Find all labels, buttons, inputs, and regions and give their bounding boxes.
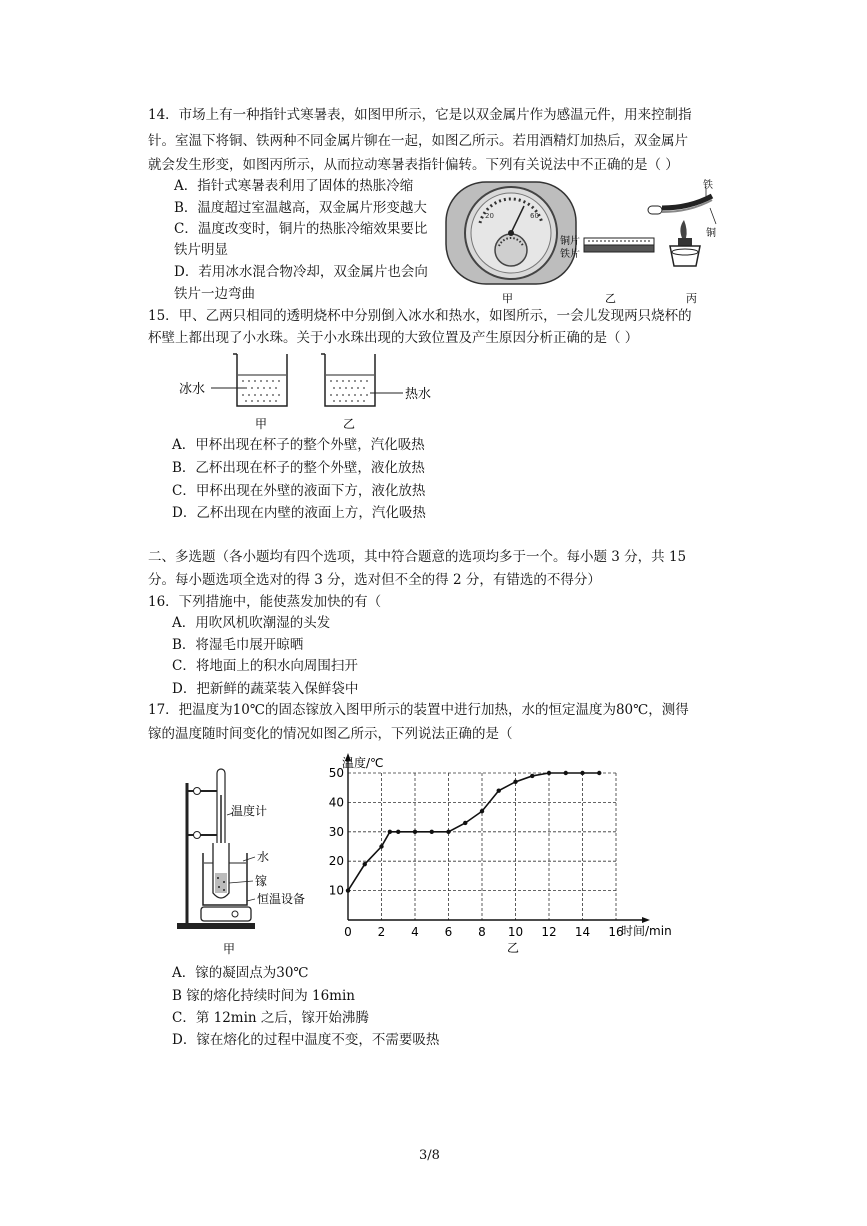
data-point (413, 830, 417, 834)
q16-option-b: B．将湿毛巾展开晾晒 (172, 637, 304, 653)
q14-option-d-line2: 铁片一边弯曲 (174, 286, 255, 302)
q15-option-c: C．甲杯出现在外壁的液面下方，液化放热 (172, 483, 426, 499)
label-iron-strip: 铁片 (560, 249, 580, 260)
q14-option-d-line1: D．若用冰水混合物冷却，双金属片也会向 (174, 264, 428, 280)
label-gallium: 镓 (255, 874, 268, 888)
q17-option-c: C．第 12min 之后，镓开始沸腾 (172, 1010, 369, 1026)
x-tick-label: 2 (377, 925, 386, 939)
y-tick-label: 30 (328, 824, 344, 839)
data-point (379, 844, 383, 848)
q15-stem-line1: 15．甲、乙两只相同的透明烧杯中分别倒入冰水和热水，如图所示，一会儿发现两只烧杯的 (148, 308, 692, 324)
data-point (564, 771, 568, 775)
data-point (480, 809, 484, 813)
q14-figure (440, 178, 730, 308)
y-axis-label: 温度/℃ (342, 756, 384, 770)
bimetal-strip-image (584, 238, 654, 252)
q15-stem-line2: 杯壁上都出现了小水珠。关于小水珠出现的大致位置及产生原因分析正确的是（ ） (148, 330, 639, 346)
data-point (497, 788, 501, 792)
fig14-caption-yi: 乙 (605, 292, 616, 305)
y-tick-label: 50 (328, 766, 344, 780)
x-axis-arrow (642, 917, 650, 923)
q14-stem-line3: 就会发生形变，如图丙所示，从而拉动寒暑表指针偏转。下列有关说法中不正确的是（ ） (148, 157, 679, 173)
x-tick-label: 14 (574, 925, 591, 939)
data-point (513, 780, 517, 784)
x-tick-label: 8 (478, 925, 486, 939)
svg-text:60: 60 (530, 212, 539, 220)
fig15-caption-jia: 甲 (255, 417, 268, 431)
q15-option-a: A．甲杯出现在杯子的整个外壁，汽化吸热 (172, 437, 425, 453)
label-thermometer: 温度计 (231, 804, 268, 818)
label-tong: 铜 (706, 228, 716, 239)
section2-heading-line1: 二、多选题（各小题均有四个选项，其中符合题意的选项均多于一个。每小题 3 分，共 15 (148, 549, 687, 565)
beaker-yi (321, 354, 403, 406)
data-point (388, 830, 392, 834)
label-water: 水 (257, 850, 270, 864)
q15-figure (175, 348, 445, 436)
chart-grid (348, 773, 616, 920)
x-tick-label: 0 (344, 925, 352, 939)
beaker-jia (211, 354, 287, 406)
q14-option-c-line1: C．温度改变时，铜片的热胀冷缩效果要比 (174, 221, 428, 237)
q14-stem-line1: 14．市场上有一种指针式寒暑表，如图甲所示，它是以双金属片作为感温元件，用来控制指 (148, 107, 692, 123)
x-tick-label: 16 (608, 925, 624, 939)
fig14-caption-jia: 甲 (502, 292, 513, 305)
q17-option-a: A．镓的凝固点为30℃ (172, 965, 309, 981)
data-point (580, 771, 584, 775)
dial-thermometer-image (446, 182, 576, 284)
data-point (396, 830, 400, 834)
y-tick-label: 40 (328, 795, 344, 810)
chart-ticks (329, 766, 624, 939)
x-tick-label: 12 (541, 925, 557, 939)
fig15-caption-yi: 乙 (343, 417, 356, 431)
data-point (547, 771, 551, 775)
label-hot-water: 热水 (405, 387, 432, 402)
q17-option-d: D．镓在熔化的过程中温度不变，不需要吸热 (172, 1032, 440, 1048)
section2-heading-line2: 分。每小题选项全选对的得 3 分，选对但不全的得 2 分，有错选的不得分） (148, 572, 601, 588)
fig17-caption-jia: 甲 (223, 942, 236, 956)
q14-option-b: B．温度超过室温越高，双金属片形变越大 (174, 200, 427, 216)
q15-option-b: B．乙杯出现在杯子的整个外壁，液化放热 (172, 460, 425, 476)
svg-text:20: 20 (485, 212, 494, 220)
q16-option-d: D．把新鲜的蔬菜装入保鲜袋中 (172, 681, 359, 697)
label-constant-temp-device: 恒温设备 (257, 892, 306, 906)
label-ice-water: 冰水 (179, 382, 206, 397)
page-number: 3/8 (419, 1148, 440, 1163)
q17-stem-line1: 17．把温度为10℃的固态镓放入图甲所示的装置中进行加热，水的恒定温度为80℃，测得 (148, 702, 689, 718)
x-tick-label: 10 (507, 925, 524, 939)
q17-stem-line2: 镓的温度随时间变化的情况如图乙所示，下列说法正确的是（ (148, 726, 513, 742)
q16-option-a: A．用吹风机吹潮湿的头发 (172, 615, 331, 631)
data-point (463, 821, 467, 825)
q16-stem: 16．下列措施中，能使蒸发加快的有（ (148, 594, 382, 610)
x-axis-label: 时间/min (621, 924, 672, 938)
label-tie: 铁 (703, 180, 713, 191)
x-tick-label: 4 (411, 925, 419, 939)
q15-option-d: D．乙杯出现在内壁的液面上方，汽化吸热 (172, 505, 426, 521)
data-point (530, 774, 534, 778)
q16-option-c: C．将地面上的积水向周围扫开 (172, 658, 358, 674)
data-point (597, 771, 601, 775)
fig14-caption-bing: 丙 (686, 292, 697, 305)
data-point (346, 888, 350, 892)
data-point (363, 862, 367, 866)
y-tick-label: 20 (328, 854, 344, 869)
q14-option-a: A．指针式寒暑表利用了固体的热胀冷缩 (174, 178, 414, 194)
q14-stem-line2: 针。室温下将铜、铁两种不同金属片铆在一起，如图乙所示。若用酒精灯加热后，双金属片 (148, 133, 688, 149)
test-tube-gallium (213, 843, 229, 898)
chart-axes (345, 753, 650, 923)
chart-caption-yi: 乙 (507, 941, 520, 955)
label-copper-strip: 铜片 (560, 236, 580, 247)
data-point (446, 830, 450, 834)
data-point (430, 830, 434, 834)
x-tick-label: 6 (444, 925, 453, 939)
heated-bimetal-image (648, 188, 716, 266)
q17-apparatus-figure (175, 765, 325, 960)
q14-option-c-line2: 铁片明显 (174, 242, 228, 258)
q17-option-b: B 镓的熔化持续时间为 16min (172, 988, 355, 1004)
constant-temperature-device (201, 907, 251, 921)
q17-temperature-time-chart (325, 745, 700, 960)
y-tick-label: 10 (328, 883, 344, 898)
